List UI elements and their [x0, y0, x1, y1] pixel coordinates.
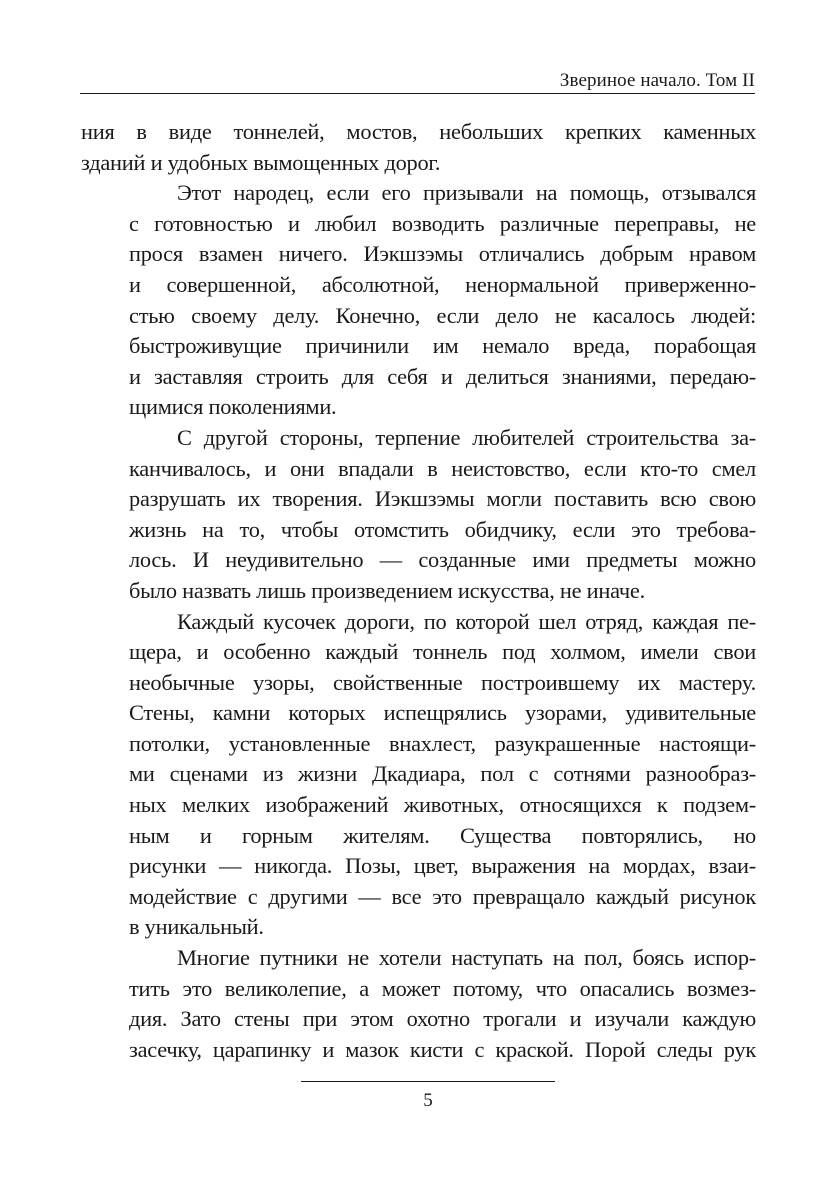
text-line: Этот народец, если его призывали на помощь, отзывался: [177, 180, 756, 206]
text-line: с готовностью и любил возводить различные переправы, не: [129, 210, 756, 236]
text-line: ным и горным жителям. Существа повторялись, но: [129, 822, 756, 848]
book-title: Звериное начало. Том II: [559, 70, 755, 91]
text-line: прося взамен ничего. Иэкшзэмы отличались добрым нравом: [129, 241, 756, 267]
body-text: [81, 117, 756, 1065]
text-line: засечку, царапинку и мазок кисти с краской. Порой следы рук: [129, 1036, 756, 1062]
text-line: Каждый кусочек дороги, по которой шел отряд, каждая пе-: [177, 608, 756, 634]
running-header: [80, 60, 755, 94]
text-line: модействие с другими — все это превращало каждый рисунок: [129, 883, 756, 909]
text-line: ми сценами из жизни Дкадиара, пол с сотнями разнообраз-: [129, 761, 756, 787]
text-line: С другой стороны, терпение любителей строительства за-: [177, 424, 756, 450]
text-line: Многие путники не хотели наступать на пол, боясь испор-: [177, 945, 756, 971]
text-line: ных мелких изображений животных, относящихся к подзем-: [129, 792, 756, 818]
paragraph: [81, 117, 756, 178]
text-line: в уникальный.: [129, 914, 264, 940]
text-line: зданий и удобных вымощенных дорог.: [81, 149, 441, 175]
text-line: лось. И неудивительно — созданные ими предметы можно: [129, 547, 756, 573]
footer-divider: [301, 1081, 555, 1082]
text-line: необычные узоры, свойственные построившему их мастеру.: [129, 669, 756, 695]
text-line: щера, и особенно каждый тоннель под холмом, имели свои: [129, 639, 756, 665]
text-line: канчивалось, и они впадали в неистовство, если кто-то смел: [129, 455, 756, 481]
text-line: потолки, установленные внахлест, разукрашенные настоящи-: [129, 730, 756, 756]
text-line: тить это великолепие, а может потому, что опасались возмез-: [129, 975, 756, 1001]
text-line: стью своему делу. Конечно, если дело не касалось людей:: [129, 302, 756, 328]
paragraph: [81, 607, 756, 944]
text-line: щимися поколениями.: [129, 394, 337, 420]
text-line: быстроживущие причинили им немало вреда, порабощая: [129, 333, 756, 359]
text-line: и заставляя строить для себя и делиться знаниями, передаю-: [129, 363, 756, 389]
text-line: дия. Зато стены при этом охотно трогали и изучали каждую: [129, 1006, 756, 1032]
text-line: было назвать лишь произведением искусства, не иначе.: [129, 577, 645, 603]
paragraph: [81, 423, 756, 607]
paragraph: [81, 178, 756, 423]
text-line: рисунки — никогда. Позы, цвет, выражения на мордах, взаи-: [129, 853, 756, 879]
text-line: ния в виде тоннелей, мостов, небольших крепких каменных: [81, 119, 756, 144]
text-line: жизнь на то, чтобы отомстить обидчику, если это требова-: [129, 516, 756, 542]
paragraph: [81, 943, 756, 1065]
page-number: 5: [423, 1090, 433, 1111]
text-line: и совершенной, абсолютной, ненормальной приверженно-: [129, 271, 756, 297]
text-line: Стены, камни которых испещрялись узорами, удивительные: [129, 700, 756, 726]
text-line: разрушать их творения. Иэкшзэмы могли поставить всю свою: [129, 486, 756, 512]
